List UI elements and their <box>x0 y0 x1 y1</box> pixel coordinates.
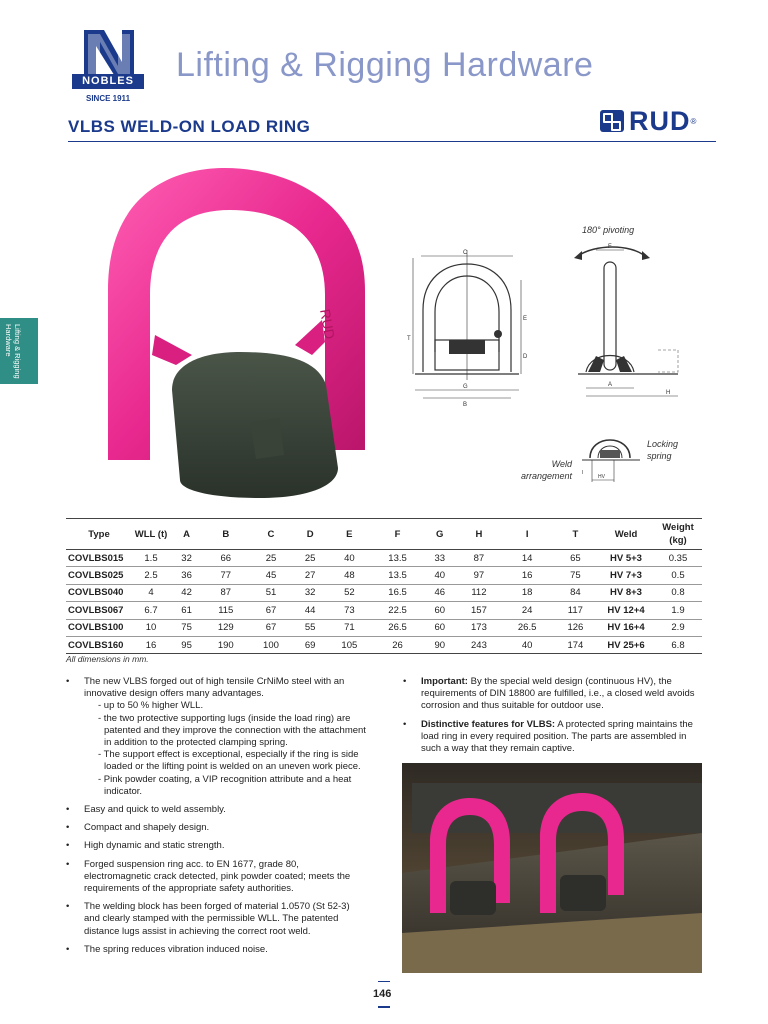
dim-i-label: I <box>582 470 584 476</box>
table-cell: 10 <box>132 619 170 636</box>
table-cell: 117 <box>553 602 598 619</box>
pivot-label: 180° pivoting <box>582 225 635 235</box>
table-cell: 61 <box>170 602 203 619</box>
type-cell: COVLBS040 <box>66 584 132 601</box>
weld-arrangement-label: Weld arrangement <box>520 459 572 481</box>
weld-cell: HV 12+4 <box>598 602 654 619</box>
col-header-t: T <box>553 519 598 550</box>
table-cell: 40 <box>502 636 553 653</box>
table-cell: 87 <box>203 584 248 601</box>
table-cell: 51 <box>248 584 293 601</box>
dim-b-label: B <box>463 402 468 408</box>
col-header-a: A <box>170 519 203 550</box>
side-tab-label: Lifting & Rigging Hardware <box>4 324 22 379</box>
table-cell: 18 <box>502 584 553 601</box>
table-cell: 190 <box>203 636 248 653</box>
table-cell: 22.5 <box>372 602 423 619</box>
col-header-weld: Weld <box>598 519 654 550</box>
page-number-rule-bottom <box>378 1006 390 1008</box>
table-cell: 126 <box>553 619 598 636</box>
dim-g-label: G <box>463 384 468 390</box>
type-cell: COVLBS015 <box>66 550 132 567</box>
features-list-right <box>403 676 703 761</box>
section-side-tab[interactable] <box>0 318 38 384</box>
features-list-left <box>66 676 366 962</box>
table-cell: 60 <box>423 619 456 636</box>
table-cell: 6.7 <box>132 602 170 619</box>
table-cell: 4 <box>132 584 170 601</box>
page-title: Lifting & Rigging Hardware <box>176 46 594 84</box>
table-cell: 52 <box>327 584 372 601</box>
type-cell: COVLBS100 <box>66 619 132 636</box>
dim-c-label: C <box>463 250 468 256</box>
table-cell: 46 <box>423 584 456 601</box>
dim-d-label: D <box>523 354 528 360</box>
col-header-wll: WLL (t) <box>132 519 170 550</box>
product-photo <box>80 160 380 505</box>
important-label: Important: <box>421 676 468 687</box>
table-cell: 2.5 <box>132 567 170 584</box>
table-cell: 36 <box>170 567 203 584</box>
nobles-brand-text: NOBLES <box>82 75 134 87</box>
table-cell: 115 <box>203 602 248 619</box>
table-cell: 25 <box>294 550 327 567</box>
dim-h-label: H <box>666 390 671 396</box>
sub-item: - up to 50 % higher WLL. <box>98 700 204 712</box>
table-row <box>66 550 702 567</box>
table-cell: 77 <box>203 567 248 584</box>
table-row <box>66 602 702 619</box>
page-number-rule-top <box>378 981 390 982</box>
since-text: SINCE 1911 <box>85 94 131 103</box>
table-cell: 24 <box>502 602 553 619</box>
front-view-drawing <box>405 240 565 410</box>
col-header-d: D <box>294 519 327 550</box>
dim-e-label: E <box>523 316 528 322</box>
table-cell: 25 <box>248 550 293 567</box>
table-cell: 44 <box>294 602 327 619</box>
table-cell: 1.5 <box>132 550 170 567</box>
list-item: • Forged suspension ring acc. to EN 1677, grade 80, electromagnetic crack detected, pink powder coated; meets the requirements of the appropriate safety authorities. <box>66 859 366 896</box>
col-header-h: H <box>456 519 501 550</box>
col-header-f: F <box>372 519 423 550</box>
table-cell: 67 <box>248 619 293 636</box>
table-cell: 1.9 <box>654 602 702 619</box>
dim-t-label: T <box>407 336 411 342</box>
table-cell: 71 <box>327 619 372 636</box>
application-photo <box>402 763 702 973</box>
table-cell: 87 <box>456 550 501 567</box>
table-cell: 0.5 <box>654 567 702 584</box>
table-cell: 69 <box>294 636 327 653</box>
registered-mark: ® <box>690 116 697 126</box>
table-row <box>66 636 702 653</box>
table-cell: 16 <box>502 567 553 584</box>
type-cell: COVLBS067 <box>66 602 132 619</box>
table-cell: 33 <box>423 550 456 567</box>
table-cell: 6.8 <box>654 636 702 653</box>
table-cell: 66 <box>203 550 248 567</box>
page-number: 146 <box>373 988 392 1000</box>
features-text: A protected spring maintains the load ring in every required position. The parts are assembled in such a way that they remain captive. <box>421 718 693 755</box>
table-cell: 26.5 <box>502 619 553 636</box>
table-cell: 84 <box>553 584 598 601</box>
features-label: Distinctive features for VLBS: <box>421 718 556 730</box>
table-cell: 65 <box>553 550 598 567</box>
table-cell: 75 <box>553 567 598 584</box>
list-item: • The welding block has been forged of material 1.0570 (St 52-3) and clearly stamped with the permissible WLL. The patented distance lugs assist in achieving the correct root weld. <box>66 901 366 938</box>
list-item: • Compact and shapely design. <box>66 822 366 834</box>
product-title: VLBS WELD-ON LOAD RING <box>68 117 311 136</box>
table-cell: 129 <box>203 619 248 636</box>
table-cell: 112 <box>456 584 501 601</box>
type-cell: COVLBS025 <box>66 567 132 584</box>
sub-item: - The support effect is exceptional, especially if the ring is side loaded or the lifting point is welded on an uneven work piece. <box>98 749 361 773</box>
list-item <box>403 719 703 756</box>
table-cell: 97 <box>456 567 501 584</box>
table-cell: 40 <box>423 567 456 584</box>
col-header-b: B <box>203 519 248 550</box>
side-view-drawing <box>570 238 680 408</box>
table-cell: 16.5 <box>372 584 423 601</box>
weld-arrangement-drawing <box>578 424 644 486</box>
rud-logo <box>600 106 696 136</box>
type-cell: COVLBS160 <box>66 636 132 653</box>
table-cell: 13.5 <box>372 550 423 567</box>
table-row <box>66 567 702 584</box>
table-cell: 26.5 <box>372 619 423 636</box>
table-cell: 16 <box>132 636 170 653</box>
sub-item: - the two protective supporting lugs (inside the load ring) are patented and they improve the connection with the attachment in addition to the protected clamping spring. <box>98 712 366 749</box>
nobles-logo <box>68 26 148 106</box>
weld-cell: HV 8+3 <box>598 584 654 601</box>
sub-item: - Pink powder coating, a VIP recognition attribute and a heat indicator. <box>98 773 352 797</box>
ring-stamp-text: RUD <box>317 307 339 341</box>
table-cell: 67 <box>248 602 293 619</box>
table-cell: 0.8 <box>654 584 702 601</box>
col-header-g: G <box>423 519 456 550</box>
table-cell: 95 <box>170 636 203 653</box>
list-item: • The spring reduces vibration induced noise. <box>66 944 366 956</box>
table-cell: 75 <box>170 619 203 636</box>
table-cell: 157 <box>456 602 501 619</box>
dim-f-label: F <box>608 244 612 250</box>
table-row <box>66 584 702 601</box>
dimensions-note: All dimensions in mm. <box>66 654 149 664</box>
dim-a-label: A <box>608 382 613 388</box>
table-cell: 14 <box>502 550 553 567</box>
bullet-text: The new VLBS forged out of high tensile CrNiMo steel with an innovative design offers many advantages. <box>84 676 345 700</box>
weld-cell: HV 16+4 <box>598 619 654 636</box>
col-header-i: I <box>502 519 553 550</box>
col-header-c: C <box>248 519 293 550</box>
dim-hv-label: HV <box>598 474 605 480</box>
table-cell: 42 <box>170 584 203 601</box>
table-cell: 0.35 <box>654 550 702 567</box>
table-cell: 45 <box>248 567 293 584</box>
list-item: • Easy and quick to weld assembly. <box>66 804 366 816</box>
important-text: By the special weld design (continuous HV), the requirements of DIN 18800 are fulfilled, i.e., a closed weld avoids corrosion and thus suitable for outdoor use. <box>421 676 695 712</box>
table-row <box>66 619 702 636</box>
table-cell: 40 <box>327 550 372 567</box>
weld-cell: HV 7+3 <box>598 567 654 584</box>
specifications-table <box>66 518 702 654</box>
table-cell: 60 <box>423 602 456 619</box>
table-cell: 243 <box>456 636 501 653</box>
locking-spring-label: Locking spring <box>647 439 679 461</box>
col-header-e: E <box>327 519 372 550</box>
table-cell: 13.5 <box>372 567 423 584</box>
table-cell: 27 <box>294 567 327 584</box>
table-cell: 174 <box>553 636 598 653</box>
table-cell: 105 <box>327 636 372 653</box>
table-cell: 2.9 <box>654 619 702 636</box>
col-header-type: Type <box>66 519 132 550</box>
table-cell: 32 <box>294 584 327 601</box>
list-item: • High dynamic and static strength. <box>66 840 366 852</box>
table-cell: 73 <box>327 602 372 619</box>
header-divider <box>68 141 716 142</box>
table-cell: 173 <box>456 619 501 636</box>
list-item <box>66 676 366 798</box>
table-cell: 32 <box>170 550 203 567</box>
list-item <box>403 676 703 713</box>
weld-cell: HV 25+6 <box>598 636 654 653</box>
table-header-row <box>66 519 702 550</box>
table-cell: 55 <box>294 619 327 636</box>
table-cell: 26 <box>372 636 423 653</box>
col-header-weight: Weight (kg) <box>654 519 702 550</box>
table-cell: 90 <box>423 636 456 653</box>
rud-logo-text: RUD <box>629 105 691 136</box>
table-cell: 100 <box>248 636 293 653</box>
rud-logo-icon <box>600 110 624 132</box>
table-cell: 48 <box>327 567 372 584</box>
weld-cell: HV 5+3 <box>598 550 654 567</box>
